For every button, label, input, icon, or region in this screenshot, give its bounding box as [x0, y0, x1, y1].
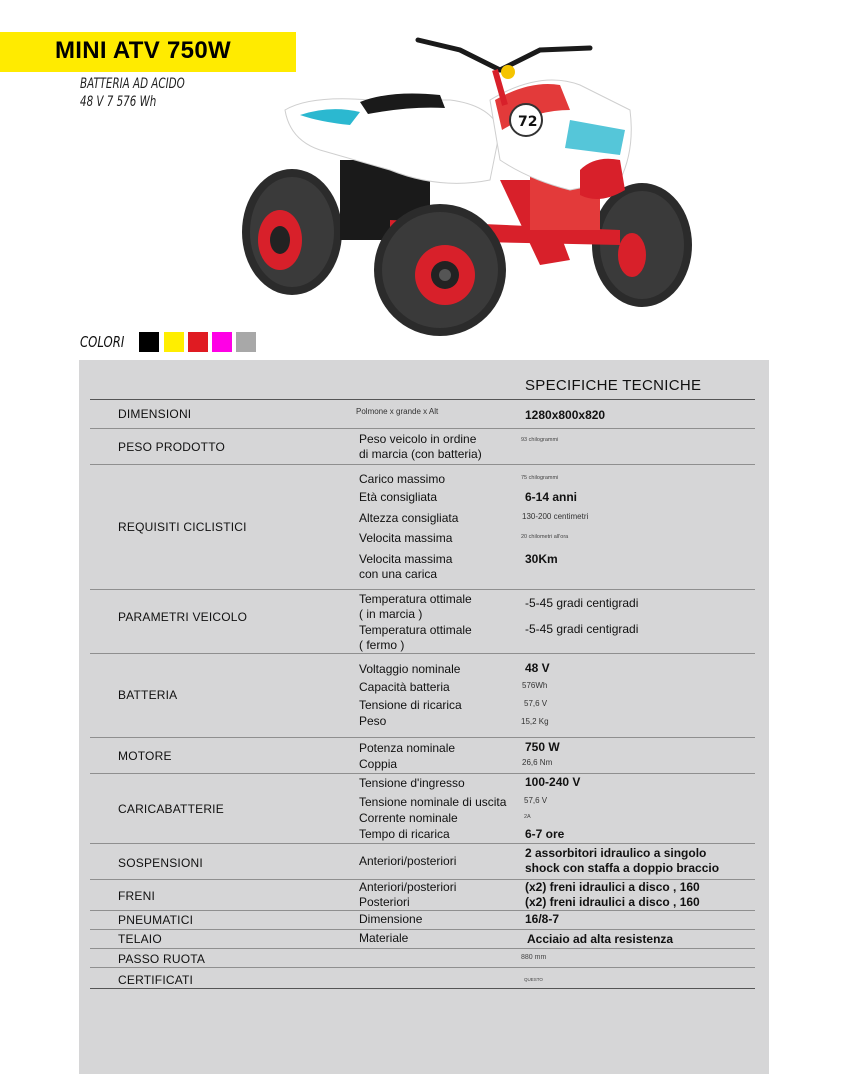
- cat-parametri-veicolo: PARAMETRI VEICOLO: [118, 610, 248, 624]
- parametri-value-1: -5-45 gradi centigradi: [525, 622, 639, 636]
- batteria-label-3: Peso: [359, 714, 387, 728]
- caricabatterie-value-1: 57,6 V: [524, 796, 548, 805]
- color-swatch-black: [139, 332, 159, 352]
- batteria-value-3: 15,2 Kg: [521, 717, 549, 726]
- divider: [90, 843, 755, 844]
- front-left-wheel: [374, 204, 506, 336]
- atv-product-image: [240, 30, 700, 340]
- sospensioni-value: 2 assorbitori idraulico a singolo shock con staffa a doppio braccio: [525, 846, 720, 875]
- divider: [90, 399, 755, 400]
- subtitle-battery-spec: 48 V 7 576 Wh: [80, 94, 157, 110]
- caricabatterie-label-2: Corrente nominale: [359, 811, 458, 825]
- svg-text:72: 72: [518, 114, 538, 130]
- requisiti-label-4: Velocita massima con una carica: [359, 552, 453, 581]
- product-subtitle: [80, 75, 208, 111]
- motore-value-0: 750 W: [525, 740, 560, 754]
- requisiti-label-3: Velocita massima: [359, 531, 453, 545]
- telaio-label: Materiale: [359, 931, 409, 945]
- freni-label-1: Posteriori: [359, 895, 410, 909]
- requisiti-label-1: Età consigliata: [359, 490, 438, 504]
- divider: [90, 773, 755, 774]
- caricabatterie-value-3: 6-7 ore: [525, 827, 565, 841]
- requisiti-value-3: 20 chilometri all'ora: [521, 534, 569, 540]
- cat-telaio: TELAIO: [118, 932, 162, 946]
- passo-value: 880 mm: [521, 954, 547, 961]
- cat-certificati: CERTIFICATI: [118, 973, 194, 987]
- cat-dimensioni: DIMENSIONI: [118, 407, 192, 421]
- caricabatterie-value-2: 2A: [524, 814, 531, 820]
- divider: [90, 967, 755, 968]
- requisiti-label-0: Carico massimo: [359, 472, 446, 486]
- batteria-value-1: 576Wh: [522, 681, 548, 690]
- batteria-value-2: 57,6 V: [524, 699, 548, 708]
- color-swatch-grey: [236, 332, 256, 352]
- pneumatici-value: 16/8-7: [525, 912, 560, 926]
- cat-sospensioni: SOSPENSIONI: [118, 856, 203, 870]
- cat-freni: FRENI: [118, 889, 155, 903]
- cat-peso-prodotto: PESO PRODOTTO: [118, 440, 226, 454]
- motore-label-1: Coppia: [359, 757, 398, 771]
- divider: [90, 589, 755, 590]
- divider: [90, 948, 755, 949]
- sospensioni-label: Anteriori/posteriori: [359, 854, 457, 868]
- requisiti-value-2: 130-200 centimetri: [522, 512, 589, 521]
- cat-pneumatici: PNEUMATICI: [118, 913, 194, 927]
- caricabatterie-label-1: Tensione nominale di uscita: [359, 795, 507, 809]
- batteria-label-1: Capacità batteria: [359, 680, 450, 694]
- divider: [90, 653, 755, 654]
- divider: [90, 988, 755, 989]
- divider: [90, 737, 755, 738]
- motore-label-0: Potenza nominale: [359, 741, 456, 755]
- batteria-label-2: Tensione di ricarica: [359, 698, 462, 712]
- caricabatterie-label-0: Tensione d'ingresso: [359, 776, 465, 790]
- divider: [90, 910, 755, 911]
- cat-passo-ruota: PASSO RUOTA: [118, 952, 206, 966]
- color-swatch-red: [188, 332, 208, 352]
- caricabatterie-value-0: 100-240 V: [525, 775, 581, 789]
- requisiti-value-1: 6-14 anni: [525, 490, 578, 504]
- freni-label-0: Anteriori/posteriori: [359, 880, 457, 894]
- dimensioni-value: 1280x800x820: [525, 408, 606, 422]
- product-title: MINI ATV 750W: [55, 37, 231, 64]
- caricabatterie-label-3: Tempo di ricarica: [359, 827, 450, 841]
- batteria-label-0: Voltaggio nominale: [359, 662, 461, 676]
- telaio-value: Acciaio ad alta resistenza: [527, 932, 674, 946]
- certificati-value: QUESTO: [524, 977, 543, 982]
- spec-title: SPECIFICHE TECNICHE: [525, 377, 702, 394]
- color-swatch-yellow: [164, 332, 184, 352]
- parametri-label-0: Temperatura ottimale ( in marcia ): [359, 592, 472, 621]
- peso-label: Peso veicolo in ordine di marcia (con batteria): [359, 432, 482, 461]
- parametri-value-0: -5-45 gradi centigradi: [525, 596, 639, 610]
- rear-left-wheel: [242, 169, 342, 295]
- pneumatici-label: Dimensione: [359, 912, 423, 926]
- cat-batteria: BATTERIA: [118, 688, 178, 702]
- freni-value-0: (x2) freni idraulici a disco , 160: [525, 880, 700, 894]
- atv-body: [285, 80, 631, 199]
- peso-value: 93 chilogrammi: [521, 437, 559, 443]
- requisiti-value-0: 75 chilogrammi: [521, 475, 559, 481]
- divider: [90, 428, 755, 429]
- cat-requisiti-ciclistici: REQUISITI CICLISTICI: [118, 520, 247, 534]
- cat-motore: MOTORE: [118, 749, 172, 763]
- batteria-value-0: 48 V: [525, 661, 550, 675]
- dimensioni-label: Polmone x grande x Alt: [356, 407, 439, 416]
- divider: [90, 464, 755, 465]
- cat-caricabatterie: CARICABATTERIE: [118, 802, 224, 816]
- subtitle-battery-type: BATTERIA AD ACIDO: [80, 76, 185, 92]
- divider: [90, 929, 755, 930]
- color-swatch-magenta: [212, 332, 232, 352]
- freni-value-1: (x2) freni idraulici a disco , 160: [525, 895, 700, 909]
- requisiti-value-4: 30Km: [525, 552, 558, 566]
- rear-right-wheel: [592, 183, 692, 307]
- requisiti-label-2: Altezza consigliata: [359, 511, 459, 525]
- motore-value-1: 26,6 Nm: [522, 758, 553, 767]
- parametri-label-1: Temperatura ottimale ( fermo ): [359, 623, 472, 652]
- colors-label: COLORI: [80, 333, 125, 351]
